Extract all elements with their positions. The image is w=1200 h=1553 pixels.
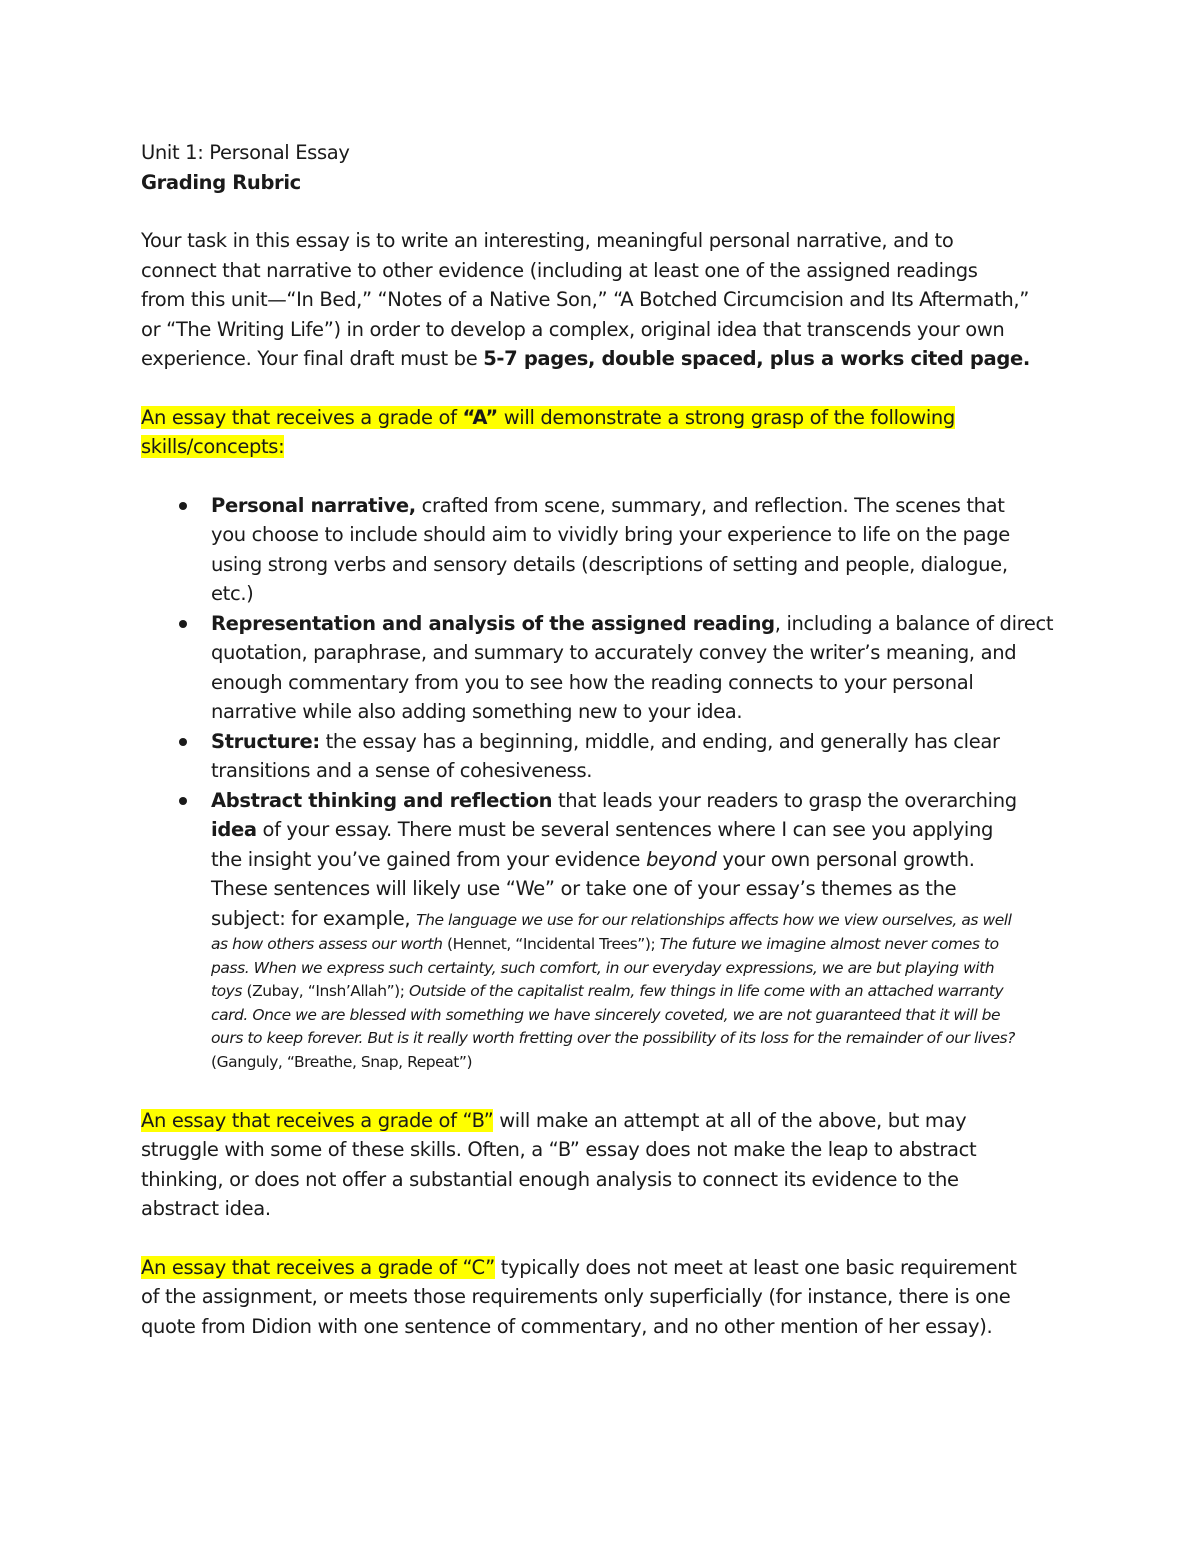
intro-paragraph — [141, 226, 1066, 374]
list-item: Structure: the essay has a beginning, middle, and ending, and generally has clear transitions and a sense of cohesiveness. — [211, 727, 1066, 786]
rubric-title: Grading Rubric — [141, 170, 301, 194]
grade-b-heading: An essay that receives a grade of “B” — [141, 1108, 494, 1132]
intro-line: or “The Writing Life”) in order to develop a complex, original idea that transcends your own — [141, 317, 1005, 341]
skills-list — [141, 491, 1066, 1075]
grade-c-heading: An essay that receives a grade of “C” — [141, 1255, 495, 1279]
list-item: Representation and analysis of the assigned reading, including a balance of direct quotation, paraphrase, and summary to accurately convey the writer’s meaning, and enough commentary from you to see how the reading connects to your personal narrative while also adding something new to your idea. — [211, 609, 1066, 727]
grade-c-paragraph: An essay that receives a grade of “C” typically does not meet at least one basic requirement of the assignment, or meets those requirements only superficially (for instance, there is one quote from Didion with one sentence of commentary, and no other mention of her essay). — [141, 1255, 1017, 1338]
intro-line: Your task in this essay is to write an interesting, meaningful personal narrative, and to — [141, 229, 954, 252]
unit-title: Unit 1: Personal Essay — [141, 141, 350, 164]
intro-line: from this unit—“In Bed,” “Notes of a Native Son,” “A Botched Circumcision and Its Aftermath,” — [141, 288, 1030, 311]
list-item: Abstract thinking and reflection that leads your readers to grasp the overarching idea of your essay. There must be several sentences where I can see you applying the insight you’ve gained from your evidence beyond your own personal growth. These sentences will likely use “We” or take one of your essay’s themes as the subject: for example, The language we use for our relationships affects how we view ourselves, as well as how others assess our worth (Hennet, “Incidental Trees”); The future we imagine almost never comes to pass. When we express such certainty, such comfort, in our everyday expressions, we are but playing with toys (Zubay, “Insh’Allah”); Outside of the capitalist realm, few things in life come with an attached warranty card. Once we are blessed with something we have sincerely coveted, we are not guaranteed that it will be ours to keep forever. But is it really worth fretting over the possibility of its loss for the remainder of our lives? (Ganguly, “Breathe, Snap, Repeat”) — [211, 786, 1066, 1075]
grade-b-paragraph: An essay that receives a grade of “B” will make an attempt at all of the above, but may struggle with some of these skills. Often, a “B” essay does not make the leap to abstract thinking, or does not offer a substantial enough analysis to connect its evidence to the abstract idea. — [141, 1108, 977, 1221]
intro-line: connect that narrative to other evidence (including at least one of the assigned readings — [141, 258, 978, 282]
page-requirement: 5-7 pages, double spaced, plus a works cited page. — [483, 347, 1030, 370]
document-page — [141, 138, 1066, 1341]
list-item: Personal narrative, crafted from scene, summary, and reflection. The scenes that you choose to include should aim to vividly bring your experience to life on the page using strong verbs and sensory details (descriptions of setting and people, dialogue, etc.) — [211, 491, 1066, 609]
examples-block: as how others assess our worth (Hennet, “Incidental Trees”); The future we imagine almost never comes to pass. When we express such certainty, such comfort, in our everyday expressions, we are but playing with toys (Zubay, “Insh’Allah”); Outside of the capitalist realm, few things in life come with an attached warranty card. Once we are blessed with something we have sincerely coveted, we are not guaranteed that it will be ours to keep forever. But is it really worth fretting over the possibility of its loss for the remainder of our lives? (Ganguly, “Breathe, Snap, Repeat”) — [211, 935, 1015, 1071]
grade-a-heading: An essay that receives a grade of “A” will demonstrate a strong grasp of the following skills/concepts: — [141, 405, 955, 458]
intro-line: experience. Your final draft must be 5-7 pages, double spaced, plus a works cited page. — [141, 347, 1030, 370]
